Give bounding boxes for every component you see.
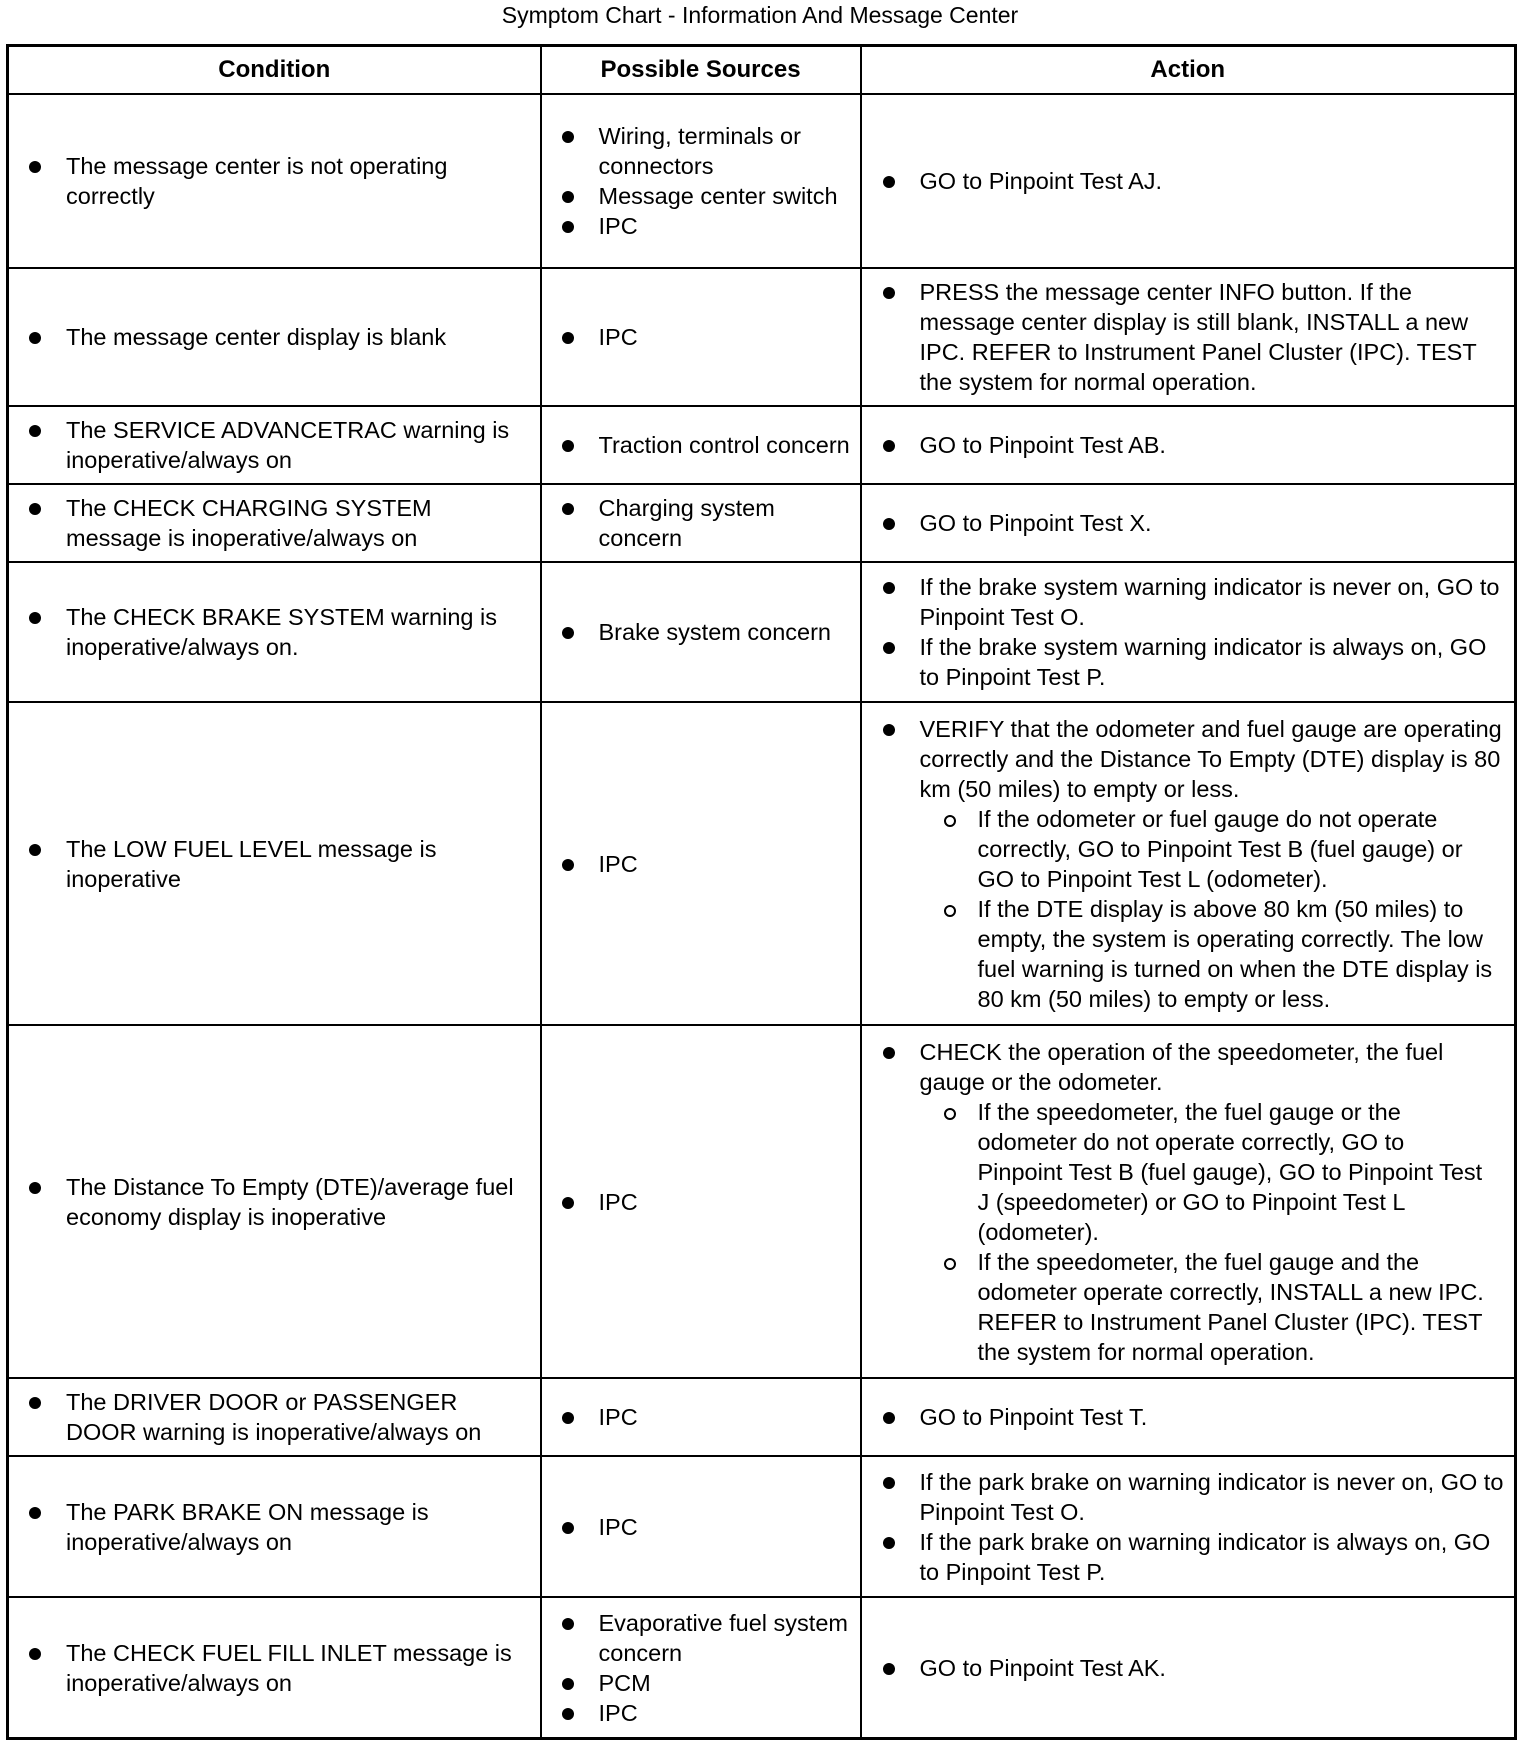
action-item-text: If the brake system warning indicator is always on, GO to Pinpoint Test P. (919, 634, 1487, 691)
condition-item-text: The PARK BRAKE ON message is inoperative/always on (66, 1498, 429, 1555)
condition-list (9, 1170, 540, 1234)
action-cell (861, 1597, 1516, 1738)
source-item-text: PCM (598, 1669, 651, 1696)
action-item-text: VERIFY that the odometer and fuel gauge are operating correctly and the Distance To Empty (DTE) display is 80 km (50 miles) to empty or less. (919, 715, 1502, 802)
action-cell (861, 702, 1516, 1025)
sources-cell (541, 94, 861, 268)
source-item (599, 1402, 852, 1432)
action-item (920, 714, 1505, 1014)
condition-cell (8, 702, 541, 1025)
condition-cell (8, 484, 541, 562)
condition-item-text: The Distance To Empty (DTE)/average fuel economy display is inoperative (66, 1173, 514, 1230)
source-item (599, 430, 852, 460)
condition-list (9, 832, 540, 896)
bullet-icon (29, 332, 41, 344)
condition-cell (8, 268, 541, 406)
sources-cell (541, 1378, 861, 1456)
condition-cell (8, 1378, 541, 1456)
header-row (8, 46, 1516, 95)
condition-cell (8, 94, 541, 268)
condition-list (9, 320, 540, 354)
header-condition: Condition (8, 46, 541, 95)
condition-item-text: The CHECK FUEL FILL INLET message is inoperative/always on (66, 1639, 512, 1696)
condition-cell (8, 1597, 541, 1738)
action-item (920, 430, 1505, 460)
action-cell (861, 1456, 1516, 1597)
bullet-icon (883, 582, 895, 594)
action-list (862, 275, 1515, 399)
bullet-icon (29, 1182, 41, 1194)
source-item-text: Traction control concern (598, 431, 850, 458)
hollow-bullet-icon (944, 1258, 956, 1270)
source-item-text: Brake system concern (598, 619, 831, 646)
action-cell (861, 94, 1516, 268)
action-item-text: If the brake system warning indicator is never on, GO to Pinpoint Test O. (919, 574, 1500, 631)
condition-cell (8, 1456, 541, 1597)
condition-item-text: The CHECK BRAKE SYSTEM warning is inoperative/always on. (66, 604, 497, 661)
sources-list (542, 491, 860, 555)
bullet-icon (883, 287, 895, 299)
source-item-text: IPC (598, 850, 638, 877)
action-list (862, 712, 1515, 1016)
bullet-icon (883, 440, 895, 452)
bullet-icon (562, 440, 574, 452)
condition-item-text: The message center is not operating correctly (66, 152, 448, 209)
action-item (920, 508, 1505, 538)
table-row (8, 562, 1516, 702)
action-list (862, 1465, 1515, 1589)
bullet-icon (562, 1618, 574, 1630)
sources-cell (541, 406, 861, 484)
source-item-text: IPC (598, 1403, 638, 1430)
condition-item (66, 1172, 532, 1232)
action-item (920, 632, 1505, 692)
source-item-text: Charging system concern (598, 495, 775, 552)
header-action: Action (861, 46, 1516, 95)
sources-cell (541, 484, 861, 562)
source-item (599, 1668, 852, 1698)
table-row (8, 1378, 1516, 1456)
action-item (920, 1037, 1505, 1367)
action-list (862, 428, 1515, 462)
condition-list (9, 491, 540, 555)
action-item-text: PRESS the message center INFO button. If the message center display is still blank, INSTALL a new IPC. REFER to Instrument Panel Cluster (IPC). TEST the system for normal operation. (919, 278, 1477, 395)
action-cell (861, 1378, 1516, 1456)
bullet-icon (562, 503, 574, 515)
bullet-icon (562, 221, 574, 233)
action-sublist (920, 1097, 1505, 1367)
action-cell (861, 484, 1516, 562)
action-item-text: GO to Pinpoint Test T. (919, 1403, 1148, 1430)
action-list (862, 506, 1515, 540)
condition-item (66, 415, 532, 475)
condition-list (9, 1385, 540, 1449)
bullet-icon (883, 176, 895, 188)
bullet-icon (562, 1678, 574, 1690)
sources-list (542, 1185, 860, 1219)
source-item (599, 1187, 852, 1217)
source-item (599, 1512, 852, 1542)
sources-cell (541, 1456, 861, 1597)
condition-cell (8, 562, 541, 702)
condition-item (66, 493, 532, 553)
action-list (862, 1035, 1515, 1369)
condition-item (66, 1638, 532, 1698)
bullet-icon (883, 1047, 895, 1059)
bullet-icon (562, 1197, 574, 1209)
action-item (920, 1402, 1505, 1432)
bullet-icon (562, 191, 574, 203)
bullet-icon (29, 425, 41, 437)
condition-item-text: The DRIVER DOOR or PASSENGER DOOR warning is inoperative/always on (66, 1388, 482, 1445)
source-item (599, 849, 852, 879)
sources-cell (541, 562, 861, 702)
sources-cell (541, 1025, 861, 1377)
condition-item-text: The message center display is blank (66, 323, 447, 350)
sources-list (542, 615, 860, 649)
condition-list (9, 600, 540, 664)
table-row (8, 268, 1516, 406)
action-item-text: GO to Pinpoint Test AB. (919, 431, 1166, 458)
source-item-text: Message center switch (598, 182, 838, 209)
source-item-text: IPC (598, 1699, 638, 1726)
bullet-icon (883, 1537, 895, 1549)
source-item (599, 181, 852, 211)
symptom-chart-table (6, 44, 1517, 1740)
condition-item (66, 1497, 532, 1557)
hollow-bullet-icon (944, 815, 956, 827)
action-cell (861, 1025, 1516, 1377)
bullet-icon (562, 627, 574, 639)
sources-cell (541, 268, 861, 406)
source-item (599, 211, 852, 241)
condition-list (9, 149, 540, 213)
source-item-text: IPC (598, 1513, 638, 1540)
action-cell (861, 406, 1516, 484)
bullet-icon (883, 642, 895, 654)
table-row (8, 484, 1516, 562)
bullet-icon (562, 1522, 574, 1534)
source-item (599, 121, 852, 181)
bullet-icon (883, 1477, 895, 1489)
chart-title: Symptom Chart - Information And Message Center (501, 2, 1019, 28)
action-list (862, 1400, 1515, 1434)
action-item-text: If the park brake on warning indicator is never on, GO to Pinpoint Test O. (919, 1468, 1504, 1525)
action-list (862, 570, 1515, 694)
condition-item-text: The SERVICE ADVANCETRAC warning is inoperative/always on (66, 416, 510, 473)
source-item-text: IPC (598, 323, 638, 350)
bullet-icon (562, 1708, 574, 1720)
sources-list (542, 847, 860, 881)
bullet-icon (29, 1648, 41, 1660)
action-subitem (978, 804, 1495, 894)
action-sublist (920, 804, 1505, 1014)
action-item-text: GO to Pinpoint Test X. (919, 510, 1152, 537)
sources-list (542, 1606, 860, 1730)
action-cell (861, 562, 1516, 702)
condition-item (66, 322, 532, 352)
hollow-bullet-icon (944, 905, 956, 917)
bullet-icon (562, 1412, 574, 1424)
table-row (8, 406, 1516, 484)
bullet-icon (562, 131, 574, 143)
source-item (599, 617, 852, 647)
condition-item (66, 834, 532, 894)
sources-cell (541, 702, 861, 1025)
action-item (920, 1467, 1505, 1527)
action-item-text: CHECK the operation of the speedometer, the fuel gauge or the odometer. (919, 1038, 1444, 1095)
condition-list (9, 413, 540, 477)
bullet-icon (883, 1412, 895, 1424)
sources-list (542, 1400, 860, 1434)
sources-cell (541, 1597, 861, 1738)
action-subitem-text: If the odometer or fuel gauge do not operate correctly, GO to Pinpoint Test B (fuel gauge) or GO to Pinpoint Test L (odometer). (977, 805, 1463, 892)
bullet-icon (29, 161, 41, 173)
action-item (920, 166, 1505, 196)
table-row (8, 94, 1516, 268)
action-item-text: GO to Pinpoint Test AK. (919, 1654, 1166, 1681)
condition-cell (8, 406, 541, 484)
bullet-icon (29, 1507, 41, 1519)
header-possible-sources: Possible Sources (541, 46, 861, 95)
source-item-text: Wiring, terminals or connectors (598, 122, 801, 179)
action-item (920, 277, 1505, 397)
condition-cell (8, 1025, 541, 1377)
action-subitem (978, 1097, 1495, 1247)
bullet-icon (562, 332, 574, 344)
action-subitem-text: If the DTE display is above 80 km (50 miles) to empty, the system is operating correctly. The low fuel warning is turned on when the DTE display is 80 km (50 miles) to empty or less. (977, 895, 1493, 1012)
sources-list (542, 320, 860, 354)
bullet-icon (29, 844, 41, 856)
condition-item-text: The LOW FUEL LEVEL message is inoperative (66, 835, 437, 892)
action-item (920, 1653, 1505, 1683)
table-row (8, 1456, 1516, 1597)
source-item-text: IPC (598, 212, 638, 239)
action-list (862, 164, 1515, 198)
condition-list (9, 1495, 540, 1559)
action-list (862, 1651, 1515, 1685)
action-subitem-text: If the speedometer, the fuel gauge and the odometer operate correctly, INSTALL a new IPC. REFER to Instrument Panel Cluster (IPC). TEST the system for normal operation. (977, 1248, 1484, 1365)
hollow-bullet-icon (944, 1108, 956, 1120)
sources-list (542, 119, 860, 243)
source-item (599, 1698, 852, 1728)
bullet-icon (29, 612, 41, 624)
bullet-icon (562, 859, 574, 871)
bullet-icon (883, 724, 895, 736)
sources-list (542, 1510, 860, 1544)
action-subitem-text: If the speedometer, the fuel gauge or the odometer do not operate correctly, GO to Pinpoint Test B (fuel gauge), GO to Pinpoint Test J (speedometer) or GO to Pinpoint Test L (odometer). (977, 1098, 1483, 1245)
bullet-icon (883, 518, 895, 530)
action-item-text: If the park brake on warning indicator is always on, GO to Pinpoint Test P. (919, 1528, 1491, 1585)
table-row (8, 1025, 1516, 1377)
source-item (599, 322, 852, 352)
condition-item (66, 151, 532, 211)
source-item-text: Evaporative fuel system concern (598, 1609, 848, 1666)
condition-item (66, 1387, 532, 1447)
action-subitem (978, 894, 1495, 1014)
source-item (599, 493, 852, 553)
action-subitem (978, 1247, 1495, 1367)
condition-item (66, 602, 532, 662)
bullet-icon (29, 1397, 41, 1409)
action-item-text: GO to Pinpoint Test AJ. (919, 167, 1163, 194)
sources-list (542, 428, 860, 462)
source-item-text: IPC (598, 1188, 638, 1215)
action-item (920, 1527, 1505, 1587)
action-item (920, 572, 1505, 632)
table-row (8, 1597, 1516, 1738)
table-row (8, 702, 1516, 1025)
condition-item-text: The CHECK CHARGING SYSTEM message is inoperative/always on (66, 495, 432, 552)
bullet-icon (883, 1663, 895, 1675)
condition-list (9, 1636, 540, 1700)
source-item (599, 1608, 852, 1668)
action-cell (861, 268, 1516, 406)
bullet-icon (29, 503, 41, 515)
